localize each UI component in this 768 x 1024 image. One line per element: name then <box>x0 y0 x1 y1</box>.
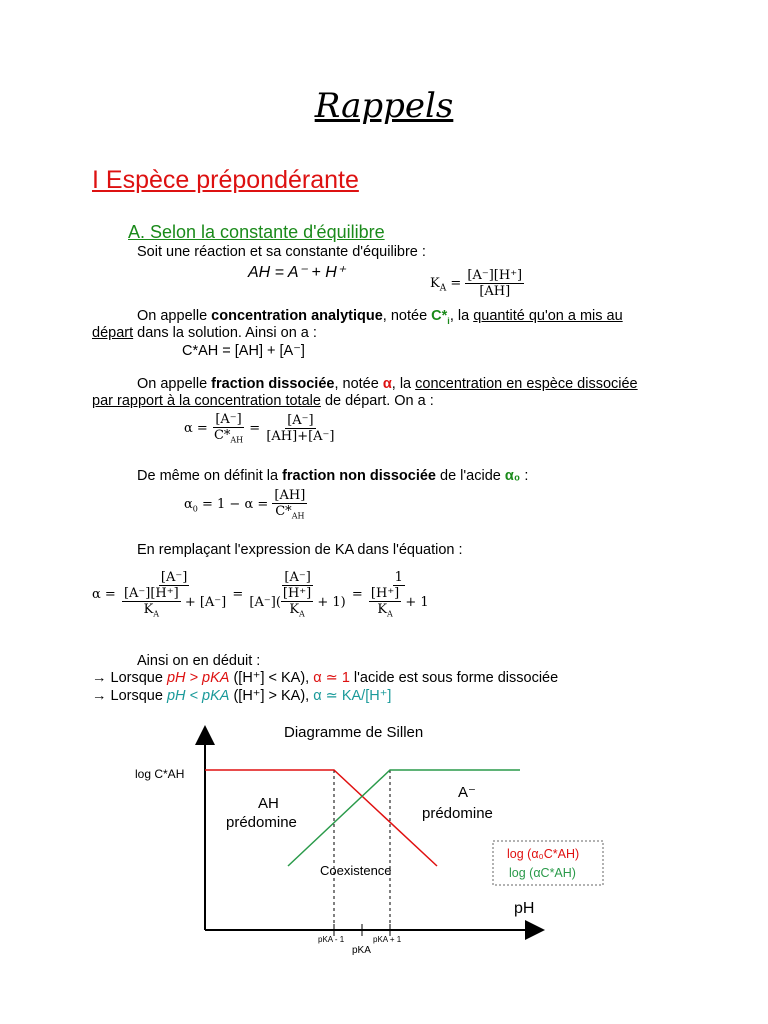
paragraph-replace: En remplaçant l'expression de KA dans l'équation : <box>137 542 463 558</box>
coexistence-label: Coexistence <box>320 863 392 878</box>
case-ph-greater: → Lorsque pH > pKA ([H⁺] < KA), α ≃ 1 l'acide est sous forme dissociée <box>92 670 559 686</box>
paragraph-deduce: Ainsi on en déduit : <box>137 653 261 669</box>
paragraph-analytic-line2: départ dans la solution. Ainsi on a : <box>92 325 317 341</box>
ka-numerator: [A⁻][H⁺] <box>467 268 523 283</box>
diagram-title: Diagramme de Sillen <box>284 724 424 741</box>
tick-label-pka: pKA <box>352 945 371 956</box>
region-ah-2: prédomine <box>226 814 297 831</box>
legend-red: log (α₀C*AH) <box>507 847 580 861</box>
paragraph-analytic: On appelle concentration analytique, notée $C*_i$, la quantité qu'on a mis au <box>137 308 623 326</box>
region-a-1: A⁻ <box>458 784 476 801</box>
case-ph-lower: → Lorsque pH < pKA ([H⁺] > KA), α ≃ KA/[H⁺] <box>92 688 392 704</box>
x-axis-label: pH <box>514 900 535 917</box>
paragraph-non-dissociated: De même on définit la fraction non dissociée de l'acide α₀ : <box>137 468 529 484</box>
region-a-2: prédomine <box>422 805 493 822</box>
paragraph-dissociated-line2: par rapport à la concentration totale de départ. On a : <box>92 393 434 409</box>
alpha-long-formula: α = [A⁻] $\frac{[A^-][H^+]}{K_A}$ + [A⁻] = [A⁻] [A⁻]( $\frac{[H^+]}{K_A}$ + 1) = 1 $\frac{[H^+]}{K_A}$ + 1 <box>92 570 429 619</box>
y-axis-label: log C*AH <box>135 767 185 781</box>
subsection-heading: A. Selon la constante d'équilibre <box>128 222 385 242</box>
intro-text: Soit une réaction et sa constante d'équilibre : <box>137 244 426 260</box>
ka-symbol: $K_A$ = <box>430 276 462 294</box>
alpha0-formula: $\alpha_0 = 1 - \alpha$ = $\frac{[AH]}{C*_{AH}}$ <box>184 488 306 521</box>
alpha-formula: α = $\frac{[A^-]}{C*_{AH}}$ = $\frac{[A^-]}{[AH]+[A^-]}$ <box>184 412 335 445</box>
page-title: Rappels <box>314 86 454 126</box>
section-heading: I Espèce prépondérante <box>92 166 359 194</box>
tick-label-pka-plus: pKA + 1 <box>373 935 402 944</box>
region-ah-1: AH <box>258 795 279 812</box>
reaction-equation: AH = A⁻ + H⁺ <box>248 264 346 281</box>
equation-c-analytic: C*AH = [AH] + [A⁻] <box>182 343 305 359</box>
paragraph-dissociated: On appelle fraction dissociée, notée α, la concentration en espèce dissociée <box>137 376 638 392</box>
tick-label-pka-minus: pKA - 1 <box>318 935 345 944</box>
ka-denominator: [AH] <box>479 284 511 299</box>
legend-green: log (αC*AH) <box>509 866 576 880</box>
